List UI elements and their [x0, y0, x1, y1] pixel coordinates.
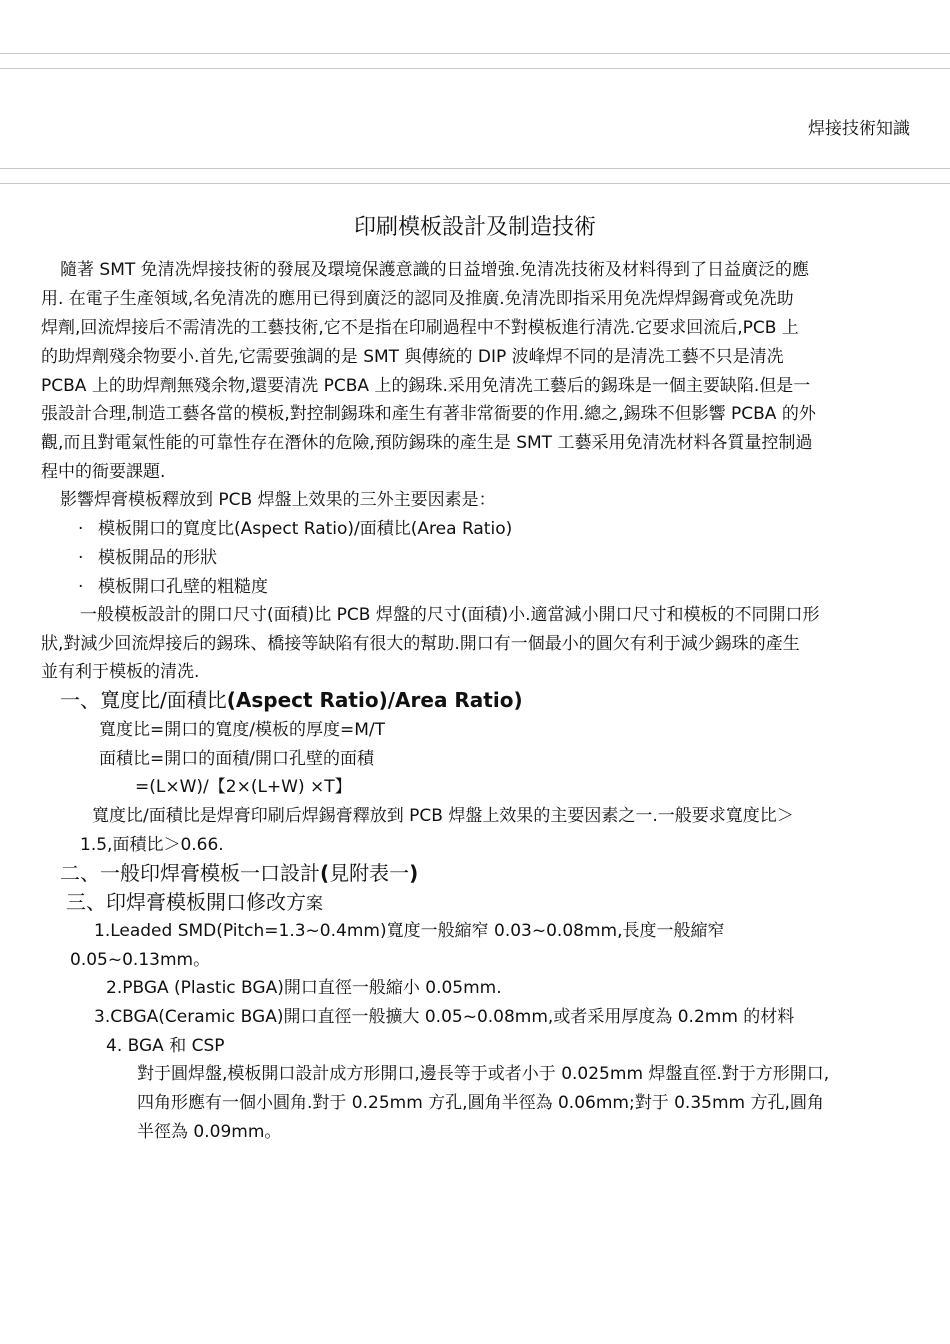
formula-area: 面積比=開口的面積/開口孔壁的面積	[99, 749, 374, 769]
factor-item: · 模板開口的寬度比(Aspect Ratio)/面積比(Area Ratio)	[78, 519, 512, 539]
section3-heading-tail: 案	[306, 894, 323, 914]
section2-heading	[60, 861, 418, 885]
header-title: 焊接技術知識	[808, 119, 910, 139]
section1-heading-prefix: 一、寬度比/面積比	[60, 688, 227, 712]
header-bottom-rule	[0, 168, 950, 169]
section3-heading-text: 三、印焊膏模板開口修改方	[66, 890, 306, 914]
section1-note: 1.5,面積比＞0.66.	[80, 835, 224, 855]
intro-line: PCBA 上的助焊劑無殘余物,還要清冼 PCBA 上的錫珠.采用免清冼工藝后的錫珠是一個主要缺陷.但是一	[41, 376, 811, 396]
document-title: 印刷模板設計及制造技術	[353, 215, 596, 240]
intro-line: 隨著 SMT 免清冼焊接技術的發展及環境保護意識的日益增強.免清冼技術及材料得到了日益廣泛的應	[60, 260, 810, 280]
header-top-rule	[0, 53, 950, 54]
general-line: 並有利于模板的清冼.	[41, 662, 200, 682]
intro-line: 張設計合理,制造工藝各當的模板,對控制錫珠和產生有著非常衙要的作用.總之,錫珠不但影響 PCBA 的外	[41, 404, 816, 424]
header-top-rule-2	[0, 68, 950, 69]
section3-item-4-line: 四角形應有一個小圓角.對于 0.25mm 方孔,圓角半徑為 0.06mm;對于 0.35mm 方孔,圓角	[137, 1093, 824, 1113]
intro-line: 焊劑,回流焊接后不需清冼的工藝技術,它不是指在印刷過程中不對模板進行清冼.它要求回流后,PCB 上	[41, 318, 799, 338]
intro-line: 的助焊劑殘余物要小.首先,它需要強調的是 SMT 與傳統的 DIP 波峰焊不同的是清冼工藝不只是清冼	[41, 347, 784, 367]
header-bottom-rule-2	[0, 183, 950, 184]
general-line: 狀,對減少回流焊接后的錫珠、橋接等缺陷有很大的幫助.開口有一個最小的圓欠有利于減少錫珠的產生	[41, 634, 800, 654]
formula-aspect: 寬度比=開口的寬度/模板的厚度=M/T	[99, 720, 385, 740]
section1-heading-bold: (Aspect Ratio)/Area Ratio)	[226, 688, 523, 712]
intro-line: 程中的衙要課題.	[41, 462, 166, 482]
formula-area-expanded: =(L×W)/【2×(L+W) ×T】	[135, 777, 352, 797]
section3-item-3: 3.CBGA(Ceramic BGA)開口直徑一般擴大 0.05~0.08mm,或者采用厚度為 0.2mm 的材料	[94, 1007, 795, 1027]
section1-heading	[60, 688, 523, 712]
section3-item-4-line: 半徑為 0.09mm。	[137, 1122, 282, 1142]
general-line: 一般模板設計的開口尺寸(面積)比 PCB 焊盤的尺寸(面積)小.適當減小開口尺寸和模板的不同開口形	[80, 605, 820, 625]
section2-heading-mid: 見附表一	[329, 861, 410, 885]
factors-intro: 影響焊膏模板釋放到 PCB 焊盤上效果的三外主要因素是：	[60, 490, 496, 510]
intro-line: 用. 在電子生產領域,名免清冼的應用已得到廣泛的認同及推廣.免清冼即指采用免冼焊焊錫膏或免冼助	[41, 289, 794, 309]
section2-paren-open: (	[320, 861, 330, 885]
factor-item: · 模板開口孔壁的粗糙度	[78, 577, 268, 597]
section1-note: 寬度比/面積比是焊膏印刷后焊錫膏釋放到 PCB 焊盤上效果的主要因素之一.一般要求寬度比＞	[92, 806, 794, 826]
section3-item-1-cont: 0.05~0.13mm。	[70, 950, 211, 970]
section2-heading-prefix: 二、一般印焊膏模板一口設計	[60, 861, 320, 885]
factor-item: · 模板開品的形狀	[78, 548, 217, 568]
section3-item-4: 4. BGA 和 CSP	[106, 1036, 225, 1056]
section3-heading	[66, 890, 323, 916]
section3-item-2: 2.PBGA (Plastic BGA)開口直徑一般縮小 0.05mm.	[106, 978, 502, 998]
section3-item-4-line: 對于圓焊盤,模板開口設計成方形開口,邊長等于或者小于 0.025mm 焊盤直徑.對于方形開口,	[137, 1064, 830, 1084]
intro-line: 觀,而且對電氣性能的可靠性存在潛休的危險,預防錫珠的產生是 SMT 工藝采用免清冼材料各質量控制過	[41, 433, 813, 453]
section3-item-1: 1.Leaded SMD(Pitch=1.3~0.4mm)寬度一般縮窄 0.03~0.08mm,長度一般縮窄	[94, 921, 725, 941]
section2-paren-close: )	[409, 861, 419, 885]
